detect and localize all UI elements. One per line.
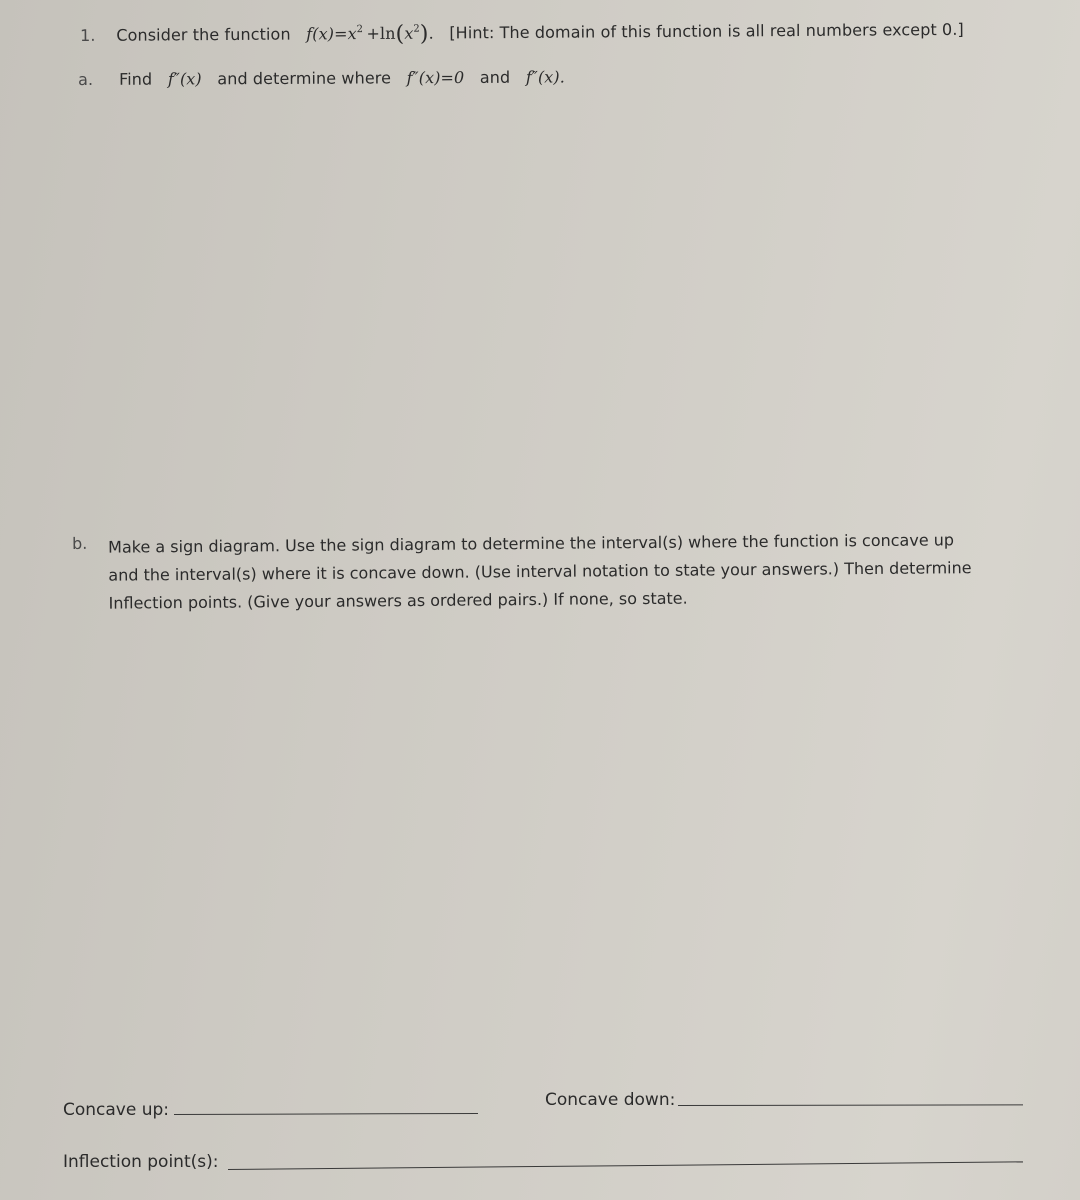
second-derivative-expression-2: f″(x). — [525, 67, 565, 87]
question-number: 1. — [80, 25, 96, 45]
question-1 — [80, 18, 964, 49]
part-a-middle-text: and determine where — [217, 68, 392, 89]
concave-up-label: Concave up: — [63, 1100, 170, 1120]
function-lhs: f(x)=x — [306, 24, 357, 44]
second-derivative-expression: f″(x) — [167, 69, 202, 89]
inflection-points-label: Inflection point(s): — [63, 1152, 219, 1172]
concave-down-answer-blank[interactable] — [678, 1104, 1023, 1106]
function-ln-term: +ln — [366, 23, 396, 44]
function-exponent: 2 — [356, 24, 364, 36]
concave-down-label: Concave down: — [545, 1090, 676, 1110]
part-a-find: Find — [119, 69, 153, 89]
part-b-line-1: Make a sign diagram. Use the sign diagram to determine the interval(s) where the function is concave up — [108, 530, 955, 557]
function-definition: $f(x)=x^2 +\ln(x^2)$. — [306, 21, 434, 47]
part-b-label: b. — [72, 533, 88, 553]
part-b-line-2: and the interval(s) where it is concave down. (Use interval notation to state your answers.) Then determine — [108, 558, 972, 585]
function-ln-exponent: 2 — [413, 23, 420, 35]
part-a-and: and — [479, 67, 511, 87]
part-a — [78, 67, 565, 89]
concave-up-answer-blank[interactable] — [174, 1113, 478, 1115]
part-b-instructions — [108, 526, 1029, 618]
domain-hint: [Hint: The domain of this function is all real numbers except 0.] — [449, 19, 964, 43]
inflection-points-answer-blank[interactable] — [228, 1161, 1023, 1170]
part-a-label: a. — [78, 69, 94, 89]
second-derivative-zero: f″(x)=0 — [406, 67, 465, 88]
question-intro: Consider the function — [116, 24, 291, 45]
function-ln-argument: x — [404, 23, 414, 43]
part-b-line-3: Inflection points. (Give your answers as ordered pairs.) If none, so state. — [108, 588, 688, 613]
